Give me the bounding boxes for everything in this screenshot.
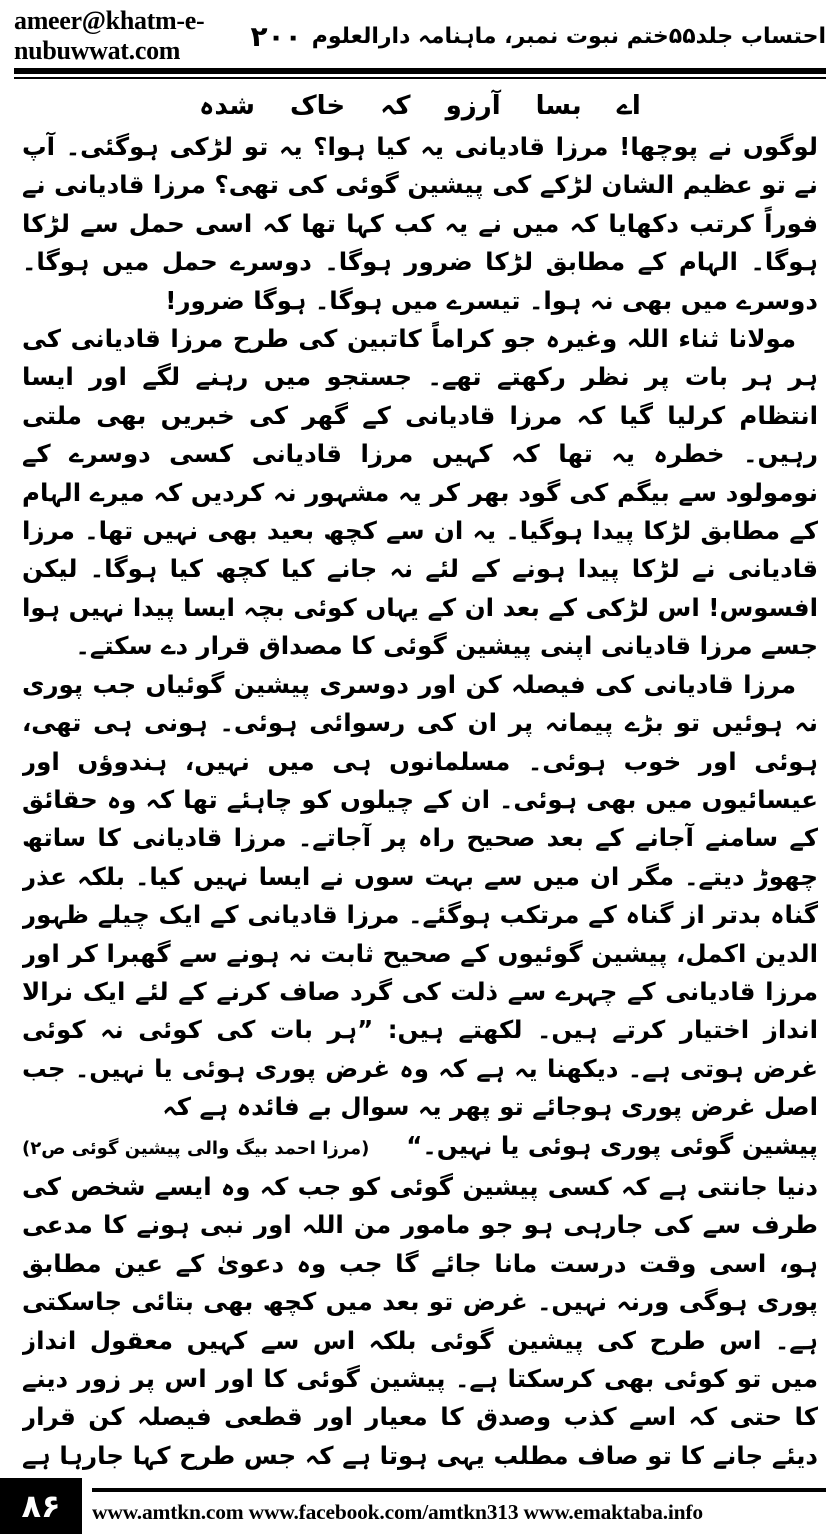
page-footer — [0, 1478, 840, 1534]
paragraph-1: لوگوں نے پوچھا! مرزا قادیانی یہ کیا ہوا؟ یہ تو لڑکی ہوگئی۔ آپ نے تو عظیم الشان لڑکے کی پیشین گوئی کی تھی؟ مرزا قادیانی نے فوراً کرتب دکھایا کہ میں نے یہ کب کہا تھا کہ اسی حمل سے لڑکا ہوگا۔ الہام کے مطابق لڑکا ضرور ہوگا۔ دوسرے حمل میں ہوگا۔ دوسرے میں بھی نہ ہوا۔ تیسرے میں ہوگا۔ ہوگا ضرور! — [22, 132, 818, 315]
article-body — [22, 84, 818, 1472]
footer-rule — [92, 1488, 826, 1492]
paragraph-3: مرزا قادیانی کی فیصلہ کن اور دوسری پیشین گوئیاں جب پوری نہ ہوئیں تو بڑے پیمانہ پر ان کی رسوائی ہوئی۔ ہونی ہی تھی، ہوئی اور خوب ہوئی۔ مسلمانوں ہی میں نہیں، ہندوؤں اور عیسائیوں میں بھی ہوئی۔ ان کے چیلوں کو چاہئے تھا کہ وہ حقائق کے سامنے آجانے کے بعد صحیح راہ پر آجاتے۔ مرزا قادیانی کا ساتھ چھوڑ دیتے۔ مگر ان میں سے بہت سوں نے ایسا نہیں کیا۔ بلکہ عذر گناہ بدتر از گناہ کے مرتکب ہوگئے۔ مرزا قادیانی کے ایک چیلے ظہور الدین اکمل، پیشین گوئیوں کے صحیح ثابت نہ ہونے سے گھبرا کر اور مرزا قادیانی کے چہرے سے ذلت کی گرد صاف کرنے کے لئے ایک نرالا انداز اختیار کرتے ہیں۔ لکھتے ہیں: ”ہر بات کی کوئی نہ کوئی غرض ہوتی ہے۔ دیکھنا یہ ہے کہ وہ غرض پوری ہوئی یا نہیں۔ جب اصل غرض پوری ہوجائے تو پھر یہ سوال بے فائدہ ہے کہ — [22, 669, 818, 1122]
quote-end-with-citation — [22, 1127, 818, 1168]
verse-heading: اے بسا آرزو کہ خاک شدہ — [199, 91, 641, 121]
header-issue-number: ۲۰۰ — [250, 19, 302, 53]
quote-end-text: پیشین گوئی پوری ہوئی یا نہیں۔“ — [406, 1130, 818, 1160]
header-rule-thick — [14, 68, 826, 74]
header-rule-thin — [14, 77, 826, 79]
citation-reference: (مرزا احمد بیگ والی پیشین گوئی ص۲) — [22, 1137, 370, 1159]
paragraph-2: مولانا ثناء اللہ وغیرہ جو کراماً کاتبین کی طرح مرزا قادیانی کی ہر ہر بات پر نظر رکھتے تھے۔ جستجو میں رہنے لگے اور ایسا انتظام کرلیا گیا کہ مرزا قادیانی کے گھر کی خبریں بھی ملتی رہیں۔ خطرہ یہ تھا کہ کہیں مرزا قادیانی کسی دوسرے کے نومولود سے بیگم کی گود بھر کر یہ مشہور نہ کردیں کہ میرے الہام کے مطابق لڑکا پیدا ہوگیا۔ یہ ان سے کچھ بعید بھی نہیں تھا۔ مرزا قادیانی نے لڑکا پیدا ہونے کے لئے نہ جانے کیا کچھ کیا ہوگا۔ لیکن افسوس! اس لڑکی کے بعد ان کے یہاں کوئی بچہ ایسا پیدا نہیں ہوا جسے مرزا قادیانی اپنی پیشین گوئی کا مصداق قرار دے سکتے۔ — [22, 324, 818, 661]
header-journal-title: احتساب جلد۵۵ختم نبوت نمبر، ماہنامہ دارالعلوم — [311, 23, 826, 49]
page-number-box — [0, 1478, 82, 1534]
header-left-group — [14, 6, 312, 66]
footer-links[interactable]: www.amtkn.com www.facebook.com/amtkn313 www.emaktaba.info — [92, 1499, 703, 1524]
paragraph-4: دنیا جانتی ہے کہ کسی پیشین گوئی کو جب کہ وہ ایسے شخص کی طرف سے کی جارہی ہو جو مامور من اللہ اور نبی ہونے کا مدعی ہو، اسی وقت درست مانا جائے گا جب وہ دعویٰ کے عین مطابق پوری ہوگی ورنہ نہیں۔ غرض تو بعد میں کچھ بھی بتائی جاسکتی ہے۔ اس طرح کی پیشین گوئی بلکہ اس سے کہیں معقول انداز میں تو کوئی بھی کرسکتا ہے۔ پیشین گوئی کا اور اس پر زور دینے کا حتی کہ اسے کذب وصدق کا معیار اور قطعی فیصلہ کن قرار دیئے جانے کا تو صاف مطلب یہی ہوتا ہے کہ جس طرح کہا جارہا ہے — [22, 1171, 818, 1470]
page-number: ۸۶ — [21, 1487, 61, 1525]
footer-links-area — [82, 1478, 840, 1534]
header-email[interactable]: ameer@khatm-e-nubuwwat.com — [14, 6, 205, 65]
page-header — [14, 6, 826, 66]
